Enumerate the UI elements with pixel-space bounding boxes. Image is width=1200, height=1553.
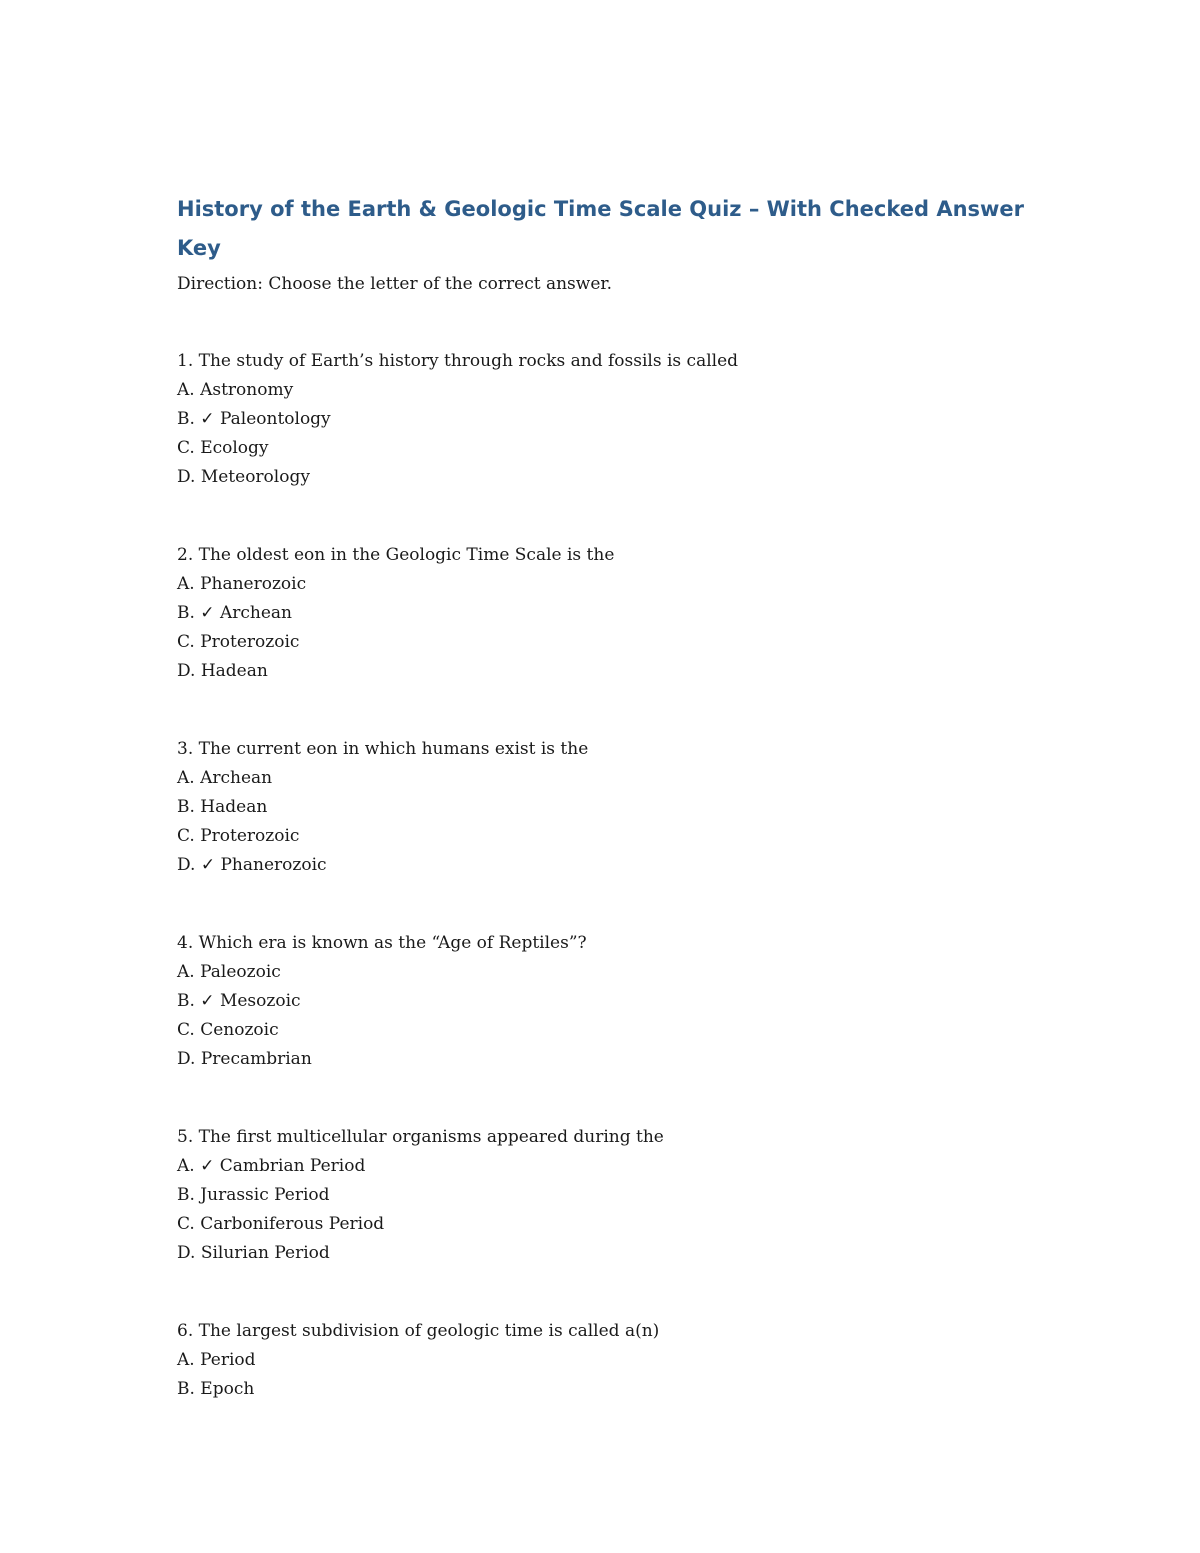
- option-a: A. Period: [177, 1350, 256, 1370]
- option-d: D. Precambrian: [177, 1049, 312, 1069]
- option-b-correct: B. ✓ Paleontology: [177, 409, 331, 429]
- option-d: D. Hadean: [177, 661, 268, 681]
- question-text: 2. The oldest eon in the Geologic Time Scale is the: [177, 545, 615, 565]
- question-text: 1. The study of Earth’s history through rocks and fossils is called: [177, 351, 739, 371]
- option-c: C. Carboniferous Period: [177, 1214, 385, 1234]
- question-text: 4. Which era is known as the “Age of Reptiles”?: [177, 933, 587, 953]
- direction-text: Direction: Choose the letter of the correct answer.: [177, 274, 613, 294]
- option-c: C. Cenozoic: [177, 1020, 279, 1040]
- option-a: A. Phanerozoic: [177, 574, 307, 594]
- question-text: 6. The largest subdivision of geologic time is called a(n): [177, 1321, 660, 1341]
- option-a-correct: A. ✓ Cambrian Period: [177, 1156, 366, 1176]
- option-d-correct: D. ✓ Phanerozoic: [177, 855, 327, 875]
- option-b-correct: B. ✓ Archean: [177, 603, 292, 623]
- question-list: [177, 347, 1037, 1404]
- option-b-correct: B. ✓ Mesozoic: [177, 991, 301, 1011]
- question-3: [177, 735, 1037, 880]
- question-text: 5. The first multicellular organisms appeared during the: [177, 1127, 664, 1147]
- question-6: [177, 1317, 1037, 1404]
- option-c: C. Proterozoic: [177, 632, 300, 652]
- option-d: D. Meteorology: [177, 467, 310, 487]
- option-b: B. Jurassic Period: [177, 1185, 330, 1205]
- question-1: [177, 347, 1037, 492]
- document-content: [177, 190, 1037, 1453]
- question-2: [177, 541, 1037, 686]
- option-a: A. Paleozoic: [177, 962, 281, 982]
- option-b: B. Hadean: [177, 797, 268, 817]
- question-5: [177, 1123, 1037, 1268]
- question-text: 3. The current eon in which humans exist is the: [177, 739, 589, 759]
- option-a: A. Astronomy: [177, 380, 294, 400]
- option-c: C. Proterozoic: [177, 826, 300, 846]
- option-d: D. Silurian Period: [177, 1243, 330, 1263]
- document-title: History of the Earth & Geologic Time Scale Quiz – With Checked Answer Key: [177, 197, 1025, 260]
- option-b: B. Epoch: [177, 1379, 255, 1399]
- option-a: A. Archean: [177, 768, 273, 788]
- question-4: [177, 929, 1037, 1074]
- option-c: C. Ecology: [177, 438, 269, 458]
